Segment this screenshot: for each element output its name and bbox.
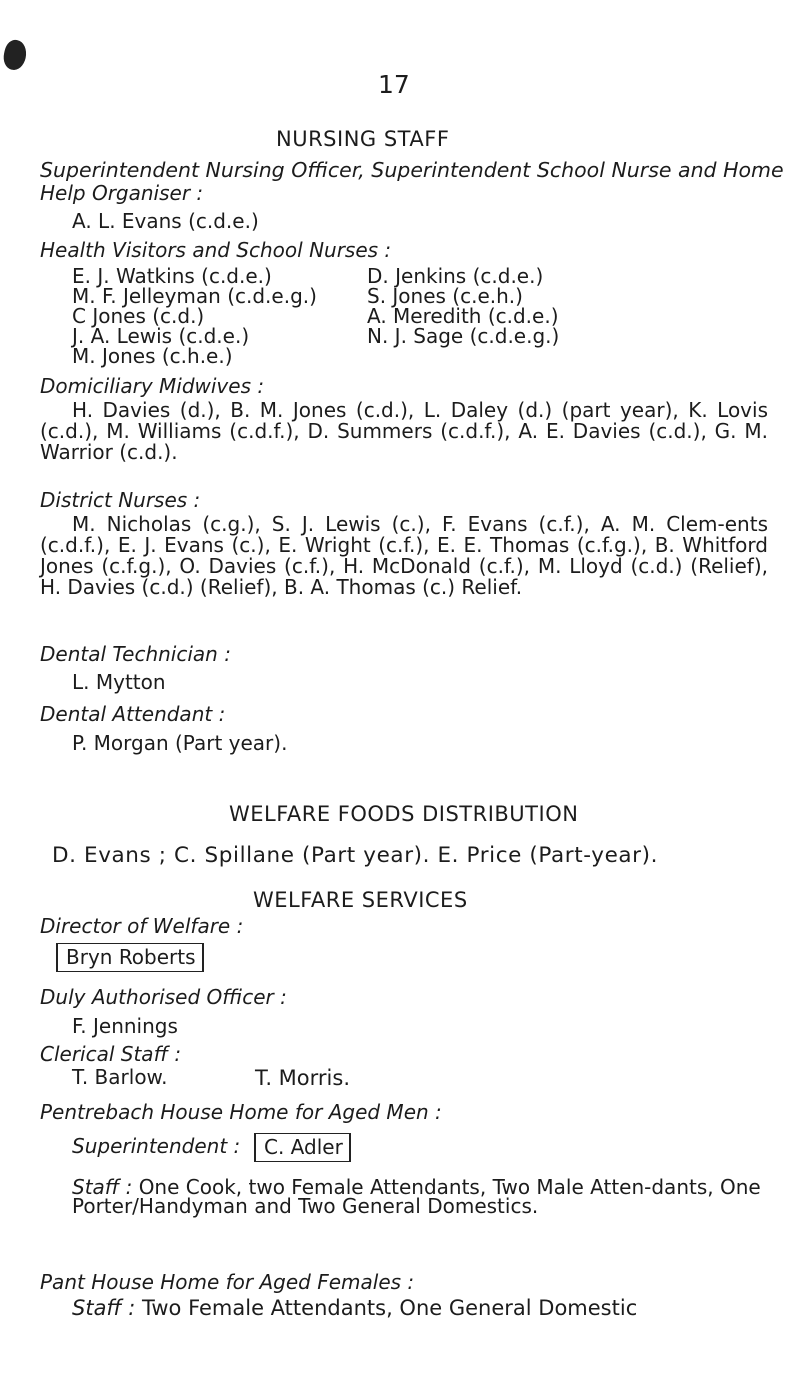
duly-authorised-officer-name: F. Jennings [72,1014,178,1038]
domiciliary-midwives-label: Domiciliary Midwives : [40,374,265,398]
director-label: Director of Welfare : [40,914,244,938]
health-visitor: J. A. Lewis (c.d.e.) [72,324,250,348]
superintendent-label: Superintendent : [72,1134,241,1158]
pant-house-staff-text: Two Female Attendants, One General Domestic [142,1296,638,1320]
page-number: 17 [378,70,410,99]
welfare-foods-staff: D. Evans ; C. Spillane (Part year). E. Price (Part-year). [52,843,659,868]
pentrebach-home-label: Pentrebach House Home for Aged Men : [40,1100,442,1124]
duly-authorised-officer-label: Duly Authorised Officer : [40,985,287,1009]
clerical-staff-member: T. Morris. [255,1066,351,1090]
staff-label: Staff : [72,1296,136,1320]
district-nurses-label: District Nurses : [40,488,201,512]
health-visitor: M. F. Jelleyman (c.d.e.g.) [72,284,317,308]
welfare-services-heading: WELFARE SERVICES [253,888,468,912]
health-visitor: D. Jenkins (c.d.e.) [367,264,544,288]
nursing-staff-heading: NURSING STAFF [276,127,450,151]
pant-house-label: Pant House Home for Aged Females : [40,1270,415,1294]
director-name: Bryn Roberts [56,943,204,972]
superintendent-label-line1: Superintendent Nursing Officer, Superintendent School Nurse and Home [40,158,784,182]
staff-label: Staff : [72,1175,133,1199]
health-visitor: C Jones (c.d.) [72,304,205,328]
domiciliary-midwives-list: H. Davies (d.), B. M. Jones (c.d.), L. Daley (d.) (part year), K. Lovis (c.d.), M. Williams (c.d.f.), D. Summers (c.d.f.), A. E. Davies (c.d.), G. M. Warrior (c.d.). [40,398,768,464]
dental-attendant-name: P. Morgan (Part year). [72,731,288,755]
health-visitor: A. Meredith (c.d.e.) [367,304,559,328]
district-nurses-list: M. Nicholas (c.g.), S. J. Lewis (c.), F. Evans (c.f.), A. M. Clem-ents (c.d.f.), E. J. Evans (c.), E. Wright (c.f.), E. E. Thomas (c.f.g.), B. Whitford Jones (c.f.g.), O. Davies (c.f.), H. McDonald (c.f.), M. Lloyd (c.d.) (Relief), H. Davies (c.d.) (Relief), B. A. Thomas (c.) Relief. [40,512,768,599]
health-visitor: S. Jones (c.e.h.) [367,284,523,308]
dental-technician-name: L. Mytton [72,670,166,694]
dental-technician-label: Dental Technician : [40,642,231,666]
dental-attendant-label: Dental Attendant : [40,702,226,726]
superintendent-name: C. Adler [254,1133,351,1162]
clerical-staff-label: Clerical Staff : [40,1042,182,1066]
health-visitor: N. J. Sage (c.d.e.g.) [367,324,560,348]
welfare-foods-heading: WELFARE FOODS DISTRIBUTION [229,802,579,826]
superintendent-label-line2: Help Organiser : [40,181,204,205]
pentrebach-staff [72,1175,772,1218]
page-mark-icon [1,38,29,72]
superintendent-name: A. L. Evans (c.d.e.) [72,209,259,233]
health-visitor: M. Jones (c.h.e.) [72,344,233,368]
pentrebach-staff-text: One Cook, two Female Attendants, Two Male Atten-dants, One Porter/Handyman and Two General Domestics. [72,1175,761,1218]
health-visitor: E. J. Watkins (c.d.e.) [72,264,272,288]
health-visitors-label: Health Visitors and School Nurses : [40,238,392,262]
clerical-staff-member: T. Barlow. [72,1065,168,1089]
pant-house-staff [72,1296,637,1320]
